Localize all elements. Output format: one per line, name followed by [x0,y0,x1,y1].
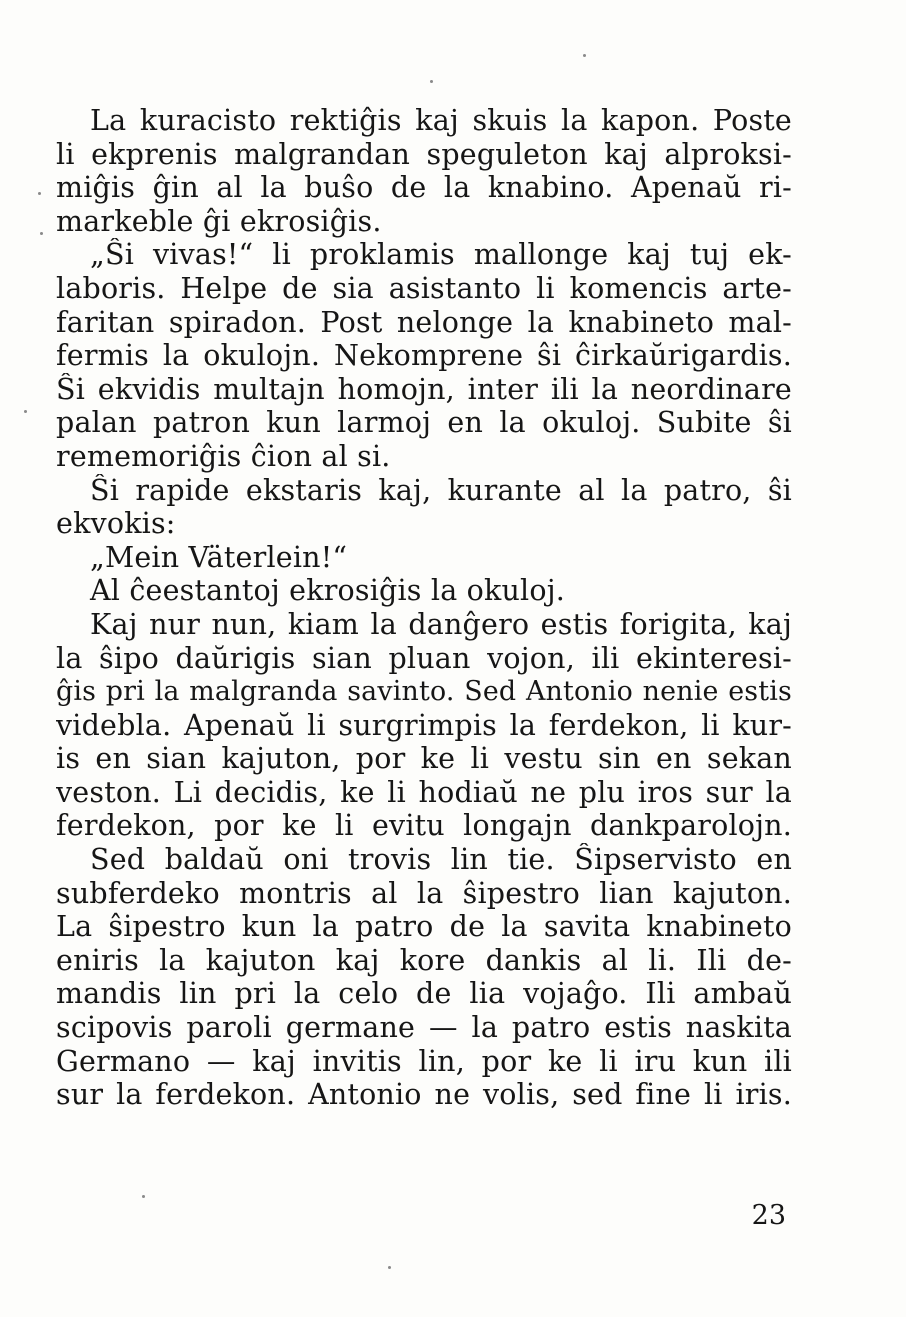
print-speck [24,410,27,413]
text-line: Kaj nur nun, kiam la danĝero estis forigita, kaj [90,607,792,641]
text-line: li ekprenis malgrandan speguleton kaj alproksi- [56,137,792,171]
text-line: videbla. Apenaŭ li surgrimpis la ferdekon, li kur- [56,708,792,742]
body-text [56,104,792,1112]
text-line: palan patron kun larmoj en la okuloj. Subite ŝi [56,406,792,440]
text-line: Ŝi ekvidis multajn homojn, inter ili la neordinare [56,372,792,406]
text-line: miĝis ĝin al la buŝo de la knabino. Apenaŭ ri- [56,171,792,205]
text-line: rememoriĝis ĉion al si. [56,439,391,473]
text-line: sur la ferdekon. Antonio ne volis, sed fine li iris. [56,1078,792,1112]
text-line: fermis la okulojn. Nekomprene ŝi ĉirkaŭrigardis. [56,339,792,373]
text-line: eniris la kajuton kaj kore dankis al li. Ili de- [56,943,792,977]
text-line: ekvokis: [56,507,176,541]
page-number: 23 [751,1200,786,1231]
text-line: Germano — kaj invitis lin, por ke li iru kun ili [56,1044,792,1078]
text-line: Sed baldaŭ oni trovis lin tie. Ŝipservisto en [90,843,792,877]
text-line: scipovis paroli germane — la patro estis naskita [56,1011,792,1045]
print-speck [142,1195,145,1198]
text-line: Al ĉeestantoj ekrosiĝis la okuloj. [90,574,566,608]
text-line: subferdeko montris al la ŝipestro lian kajuton. [56,876,792,910]
print-speck [388,1266,391,1269]
print-speck [583,54,586,57]
text-line: markeble ĝi ekrosiĝis. [56,204,382,238]
print-speck [430,80,433,83]
text-line: veston. Li decidis, ke li hodiaŭ ne plu iros sur la [56,775,792,809]
text-line: faritan spiradon. Post nelonge la knabineto mal- [56,305,792,339]
text-line: „Mein Väterlein!“ [90,540,348,574]
text-line: La kuracisto rektiĝis kaj skuis la kapon. Poste [90,104,792,137]
text-line: La ŝipestro kun la patro de la savita knabineto [56,910,792,944]
text-line: laboris. Helpe de sia asistanto li komencis arte- [56,271,792,305]
text-line: „Ŝi vivas!“ li proklamis mallonge kaj tuj ek- [90,238,792,272]
text-line: mandis lin pri la celo de lia vojaĝo. Ili ambaŭ [56,977,792,1011]
print-speck [38,192,41,195]
text-line: la ŝipo daŭrigis sian pluan vojon, ili ekinteresi- [56,641,792,675]
text-line: ferdekon, por ke li evitu longajn dankparolojn. [56,809,792,843]
text-line: Ŝi rapide ekstaris kaj, kurante al la patro, ŝi [90,473,792,507]
text-line: is en sian kajuton, por ke li vestu sin en sekan [56,742,792,776]
print-speck [40,232,43,235]
text-line: ĝis pri la malgranda savinto. Sed Antonio nenie estis [56,676,792,708]
